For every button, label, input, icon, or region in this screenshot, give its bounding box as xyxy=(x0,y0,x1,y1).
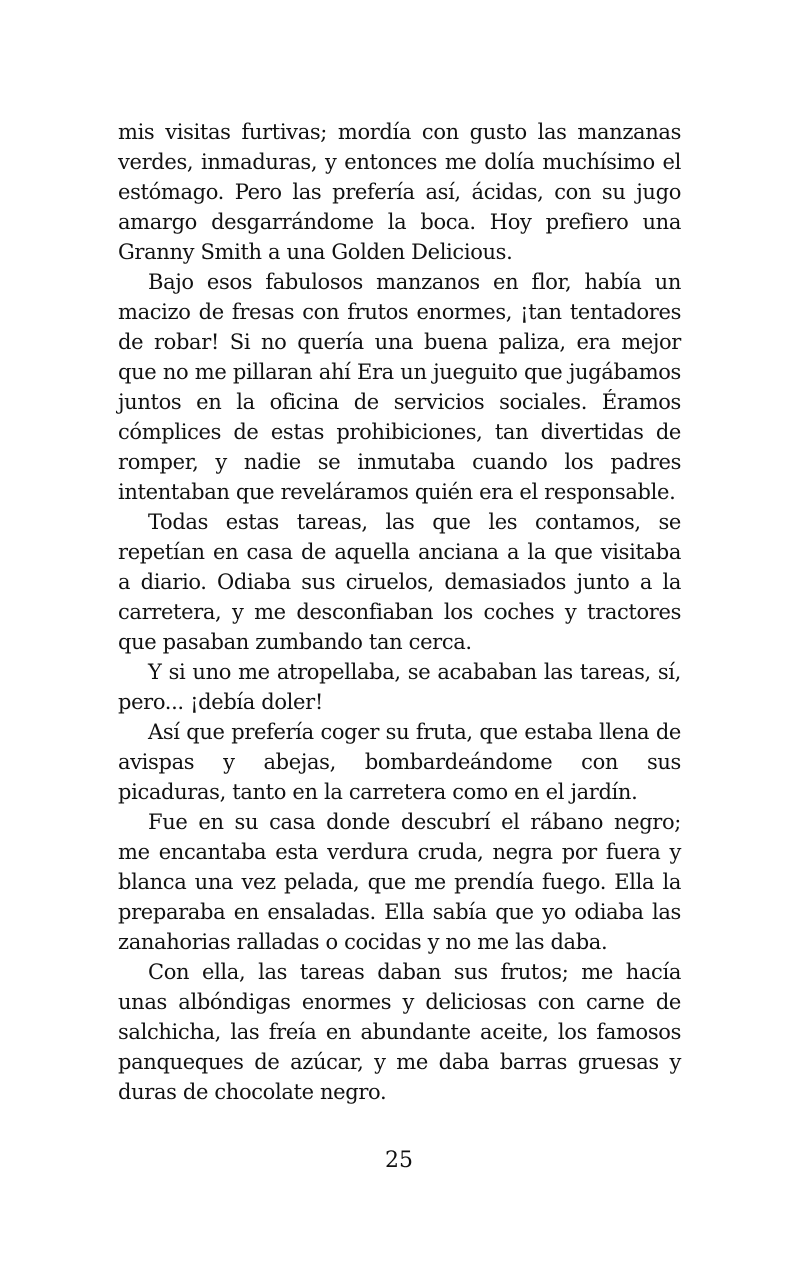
page-number: 25 xyxy=(385,1148,413,1173)
paragraph: mis visitas furtivas; mordía con gusto las manzanas verdes, inmaduras, y entonces me dolía muchísimo el estómago. Pero las prefería así, ácidas, con su jugo amargo desgarrándome la boca. Hoy prefiero una Granny Smith a una Golden Delicious. xyxy=(118,120,681,264)
paragraph: Todas estas tareas, las que les contamos, se repetían en casa de aquella anciana a la que visitaba a diario. Odiaba sus ciruelos, demasiados junto a la carretera, y me desconfiaban los coches y tractores que pasaban zumbando tan cerca. xyxy=(118,510,681,654)
paragraph: Fue en su casa donde descubrí el rábano negro; me encantaba esta verdura cruda, negra por fuera y blanca una vez pelada, que me prendía fuego. Ella la preparaba en ensaladas. Ella sabía que yo odiaba las zanahorias ralladas o cocidas y no me las daba. xyxy=(118,810,681,954)
paragraph: Bajo esos fabulosos manzanos en flor, había un macizo de fresas con frutos enormes, ¡tan tentadores de robar! Si no quería una buena paliza, era mejor que no me pillaran ahí Era un jueguito que jugábamos juntos en la oficina de servicios sociales. Éramos cómplices de estas prohibiciones, tan divertidas de romper, y nadie se inmutaba cuando los padres intentaban que reveláramos quién era el responsable. xyxy=(118,270,681,504)
paragraph: Así que prefería coger su fruta, que estaba llena de avispas y abejas, bombardeándome con sus picaduras, tanto en la carretera como en el jardín. xyxy=(118,720,681,804)
paragraph: Con ella, las tareas daban sus frutos; me hacía unas albóndigas enormes y deliciosas con carne de salchicha, las freía en abundante aceite, los famosos panqueques de azúcar, y me daba barras gruesas y duras de chocolate negro. xyxy=(118,960,681,1104)
page-body xyxy=(118,117,681,1107)
paragraph: Y si uno me atropellaba, se acababan las tareas, sí, pero... ¡debía doler! xyxy=(118,660,681,714)
